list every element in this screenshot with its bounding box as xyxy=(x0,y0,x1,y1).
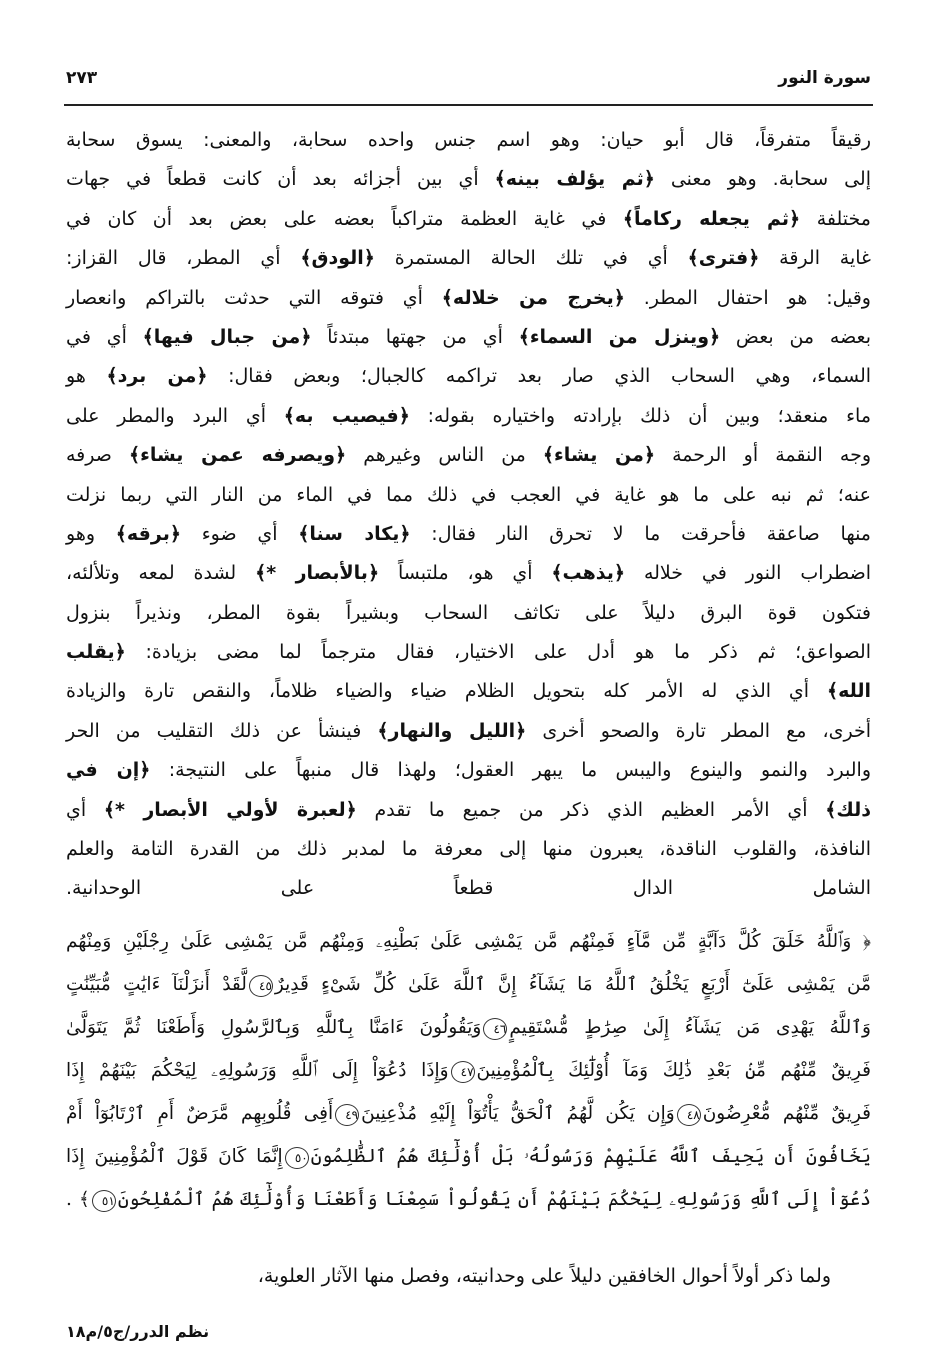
page-number: ٢٧٣ xyxy=(66,68,98,88)
text-segment: وجه النقمة أو الرحمة xyxy=(655,444,871,467)
text-segment: دُعُوٓاْ إِلَى ٱللَّهِ وَرَسُولِهِۦ لِيَحْكُمَ بَيْنَهُمْ أَن يَقُولُواْ سَمِعْنَا وَأَطَعْنَا وَأُوْلَٰٓئِكَ هُمُ ٱلْمُفْلِحُونَ xyxy=(117,1189,872,1210)
text-segment: فَرِيقٌ مِّنْهُم مِّنۢ بَعْدِ ذَٰلِكَ وَمَآ أُوْلَٰٓئِكَ بِٱلْمُؤْمِنِينَ xyxy=(476,1060,872,1081)
text-line xyxy=(66,436,871,475)
text-segment: هو xyxy=(66,365,107,388)
text-segment: الصواعق؛ ثم ذكر ما هو أدل على الاختيار، فقال مترجماً لما مضى بزيادة: xyxy=(125,641,871,664)
text-segment: وَيَقُولُونَ ءَامَنَّا بِٱللَّهِ وَبِٱلرَّسُولِ وَأَطَعْنَا ثُمَّ يَتَوَلَّىٰ xyxy=(66,1017,482,1038)
verse-number-marker: ٤٦ xyxy=(483,1018,507,1040)
text-line xyxy=(66,1178,871,1221)
verse-number-marker: ٥١ xyxy=(92,1190,116,1212)
text-line xyxy=(66,920,871,963)
text-segment: أي البرد والمطر على xyxy=(66,404,284,427)
text-segment: يَخَافُونَ أَن يَحِيفَ ٱللَّهُ عَلَيْهِمْ وَرَسُولُهُۥ بَلْ أُوْلَٰٓئِكَ هُمُ ٱلظَّٰلِمُونَ xyxy=(310,1146,871,1167)
text-line xyxy=(66,554,871,593)
text-line xyxy=(66,121,871,160)
text-line xyxy=(66,1006,871,1049)
text-segment: بعضه من بعض xyxy=(720,325,872,348)
text-line xyxy=(66,869,871,908)
commentary-text xyxy=(66,121,871,909)
text-segment: أَفِى قُلُوبِهِم مَّرَضٌ أَمِ ٱرْتَابُوٓاْ أَمْ xyxy=(66,1103,334,1124)
verse-number-marker: ٥٠ xyxy=(285,1147,309,1169)
text-line xyxy=(66,357,871,396)
text-segment: أي فتوقه التي حدثت بالتراكم وانعصار xyxy=(66,286,442,309)
quoted-phrase: ﴿ويصرفه عمن يشاء﴾ xyxy=(128,444,347,467)
quoted-phrase: ﴿فيصيب به﴾ xyxy=(283,404,410,427)
text-segment: ﴾ . xyxy=(66,1189,90,1210)
text-segment: ﴿ وَٱللَّهُ خَلَقَ كُلَّ دَآبَّةٍ مِّن مَّآءٍ فَمِنْهُم مَّن يَمْشِى عَلَىٰ بَطْنِهِۦ وَمِنْهُم مَّن يَمْشِى عَلَىٰ رِجْلَيْنِ وَمِنْهُم xyxy=(66,931,871,952)
quoted-phrase: ﴿يذهب﴾ xyxy=(551,562,626,585)
text-line xyxy=(66,239,871,278)
running-header xyxy=(66,64,871,94)
continuation-text xyxy=(66,1256,871,1296)
text-segment: وهو xyxy=(66,522,116,545)
text-line xyxy=(66,1256,871,1296)
text-segment: من الناس وغيرهم xyxy=(346,444,543,467)
text-segment: أي المطر، قال القزاز: xyxy=(66,247,301,270)
text-segment: وَإِن يَكُن لَّهُمُ ٱلْحَقُّ يَأْتُوٓاْ إِلَيْهِ مُذْعِنِينَ xyxy=(361,1103,675,1124)
text-segment: فتكون قوة البرق دليلاً على تكاثف السحاب وبشيراً بقوة المطر، ونذيراً بنزول xyxy=(66,601,871,624)
quran-verses xyxy=(66,920,871,1221)
text-line xyxy=(66,672,871,711)
quoted-phrase: ذلك﴾ xyxy=(825,798,871,821)
verse-number-marker: ٤٧ xyxy=(451,1061,475,1083)
text-segment: لَّقَدْ أَنزَلْنَآ ءَايَٰتٍ مُّبَيِّنَٰتٍ xyxy=(66,974,247,995)
footer-signature: نظم الدرر/ج٥/م١٨ xyxy=(66,1322,210,1341)
quoted-phrase: ﴿بالأبصار *﴾ xyxy=(255,562,380,585)
quoted-phrase: ﴿يكاد سنا﴾ xyxy=(298,522,411,545)
text-segment: الشامل الدال قطعاً على الوحدانية. xyxy=(66,877,871,900)
text-segment: ولما ذكر أولاً أحوال الخافقين دليلاً على وحدانيته، وفصل منها الآثار العلوية، xyxy=(257,1265,831,1287)
text-line xyxy=(66,200,871,239)
text-segment: أي ضوء xyxy=(180,522,299,545)
verse-number-marker: ٤٥ xyxy=(249,975,273,997)
text-line xyxy=(66,1049,871,1092)
text-segment: أي هو، ملتبساً xyxy=(379,562,552,585)
text-segment: غاية الرقة xyxy=(759,247,871,270)
text-segment: فَرِيقٌ مِّنْهُم مُّعْرِضُونَ xyxy=(702,1103,872,1124)
text-line xyxy=(66,830,871,869)
text-line xyxy=(66,751,871,790)
text-segment: فينشأ عن ذلك التقليب من الحر xyxy=(66,719,378,742)
text-segment: في غاية العظمة متراكباً بعضه على بعض بعد أن كان في xyxy=(66,207,623,230)
text-segment: أي في تلك الحالة المستمرة xyxy=(374,247,688,270)
quoted-phrase: ﴿وينزل من السماء﴾ xyxy=(518,325,721,348)
text-segment: النافذة، والقلوب الناقدة، يعبرون منها إلى معرفة ما لمدبر ذلك من القدرة التامة والعلم xyxy=(66,838,871,861)
text-line xyxy=(66,791,871,830)
text-segment: أي xyxy=(66,798,104,821)
text-line xyxy=(66,594,871,633)
text-segment: أي بين أجزائه بعد أن كانت قطعاً في جهات xyxy=(66,168,495,191)
text-line xyxy=(66,318,871,357)
quoted-phrase: ﴿من برد﴾ xyxy=(106,365,208,388)
text-segment: عنه؛ ثم نبه على ما هو غاية في العجب في ذلك مما في الماء من النار التي ربما نزلت xyxy=(66,483,871,506)
text-segment: أي في xyxy=(66,325,143,348)
text-segment: إِنَّمَا كَانَ قَوْلَ ٱلْمُؤْمِنِينَ إِذَا xyxy=(66,1146,283,1167)
text-segment: أي الذي له الأمر كله بتحويل الظلام ضياء والضياء ظلاماً، والنقص تارة والزيادة xyxy=(66,680,827,703)
text-segment: السماء، وهي السحاب الذي صار بعد تراكمه كالجبال؛ وبعض فقال: xyxy=(207,365,872,388)
text-line xyxy=(66,712,871,751)
header-rule xyxy=(64,104,873,106)
quoted-phrase: ﴿إن في xyxy=(66,759,151,782)
text-line xyxy=(66,397,871,436)
text-segment: اضطراب النور في خلاله xyxy=(625,562,871,585)
quoted-phrase: ﴿من جبال فيها﴾ xyxy=(142,325,312,348)
quoted-phrase: ﴿يقلب xyxy=(66,641,126,664)
text-segment: وقيل: هو احتفال المطر. xyxy=(624,286,871,309)
text-line xyxy=(66,633,871,672)
text-line xyxy=(66,963,871,1006)
text-segment: أي من جهتها مبتدئاً xyxy=(311,325,519,348)
text-segment: منها صاعقة فأحرقت ما لا تحرق النار فقال: xyxy=(410,522,871,545)
quoted-phrase: ﴿الودق﴾ xyxy=(300,247,375,270)
text-line xyxy=(66,1092,871,1135)
text-segment: وَإِذَا دُعُوٓاْ إِلَى ٱللَّهِ وَرَسُولِهِۦ لِيَحْكُمَ بَيْنَهُمْ إِذَا xyxy=(66,1060,449,1081)
text-line xyxy=(66,160,871,199)
surah-title: سورة النور xyxy=(778,68,871,88)
text-line xyxy=(66,515,871,554)
text-segment: إلى سحابة. وهو معنى xyxy=(654,168,871,191)
quoted-phrase: ﴿برقه﴾ xyxy=(115,522,181,545)
text-segment: رقيقاً متفرقاً، قال أبو حيان: وهو اسم جنس واحده سحابة، والمعنى: يسوق سحابة xyxy=(66,129,871,151)
text-line xyxy=(66,1135,871,1178)
text-segment: وَٱللَّهُ يَهْدِى مَن يَشَآءُ إِلَىٰ صِرَٰطٍ مُّسْتَقِيمٍ xyxy=(509,1017,871,1038)
text-segment: أي الأمر العظيم الذي ذكر من جميع ما تقدم xyxy=(356,798,826,821)
text-segment: لشدة لمعه وتلألئه، xyxy=(66,562,256,585)
text-segment: صرفه xyxy=(66,444,129,467)
quoted-phrase: ﴿فترى﴾ xyxy=(687,247,760,270)
text-line xyxy=(66,476,871,515)
verse-number-marker: ٤٩ xyxy=(335,1104,359,1126)
quoted-phrase: ﴿لعبرة لأولي الأبصار *﴾ xyxy=(103,798,357,821)
text-segment: والبرد والنمو والينوع واليبس ما يبهر العقول؛ ولهذا قال منبهاً على النتيجة: xyxy=(150,759,871,782)
verse-number-marker: ٤٨ xyxy=(677,1104,701,1126)
text-line xyxy=(66,279,871,318)
text-segment: مَّن يَمْشِى عَلَىٰٓ أَرْبَعٍ يَخْلُقُ ٱللَّهُ مَا يَشَآءُ إِنَّ ٱللَّهَ عَلَىٰ كُلِّ شَىْءٍ قَدِيرٌ xyxy=(274,974,872,995)
quoted-phrase: ﴿من يشاء﴾ xyxy=(542,444,656,467)
quoted-phrase: ﴿ثم يجعله ركاماً﴾ xyxy=(622,207,801,230)
quoted-phrase: ﴿ثم يؤلف بينه﴾ xyxy=(494,168,655,191)
quoted-phrase: الله﴾ xyxy=(826,680,871,703)
text-segment: مختلفة xyxy=(800,207,871,230)
quoted-phrase: ﴿يخرج من خلاله﴾ xyxy=(441,286,625,309)
text-segment: ماء منعقد؛ وبين أن ذلك بإرادته واختياره بقوله: xyxy=(409,404,871,427)
text-segment: أخرى، مع المطر تارة والصحو أخرى xyxy=(526,719,872,742)
quoted-phrase: ﴿الليل والنهار﴾ xyxy=(377,719,527,742)
